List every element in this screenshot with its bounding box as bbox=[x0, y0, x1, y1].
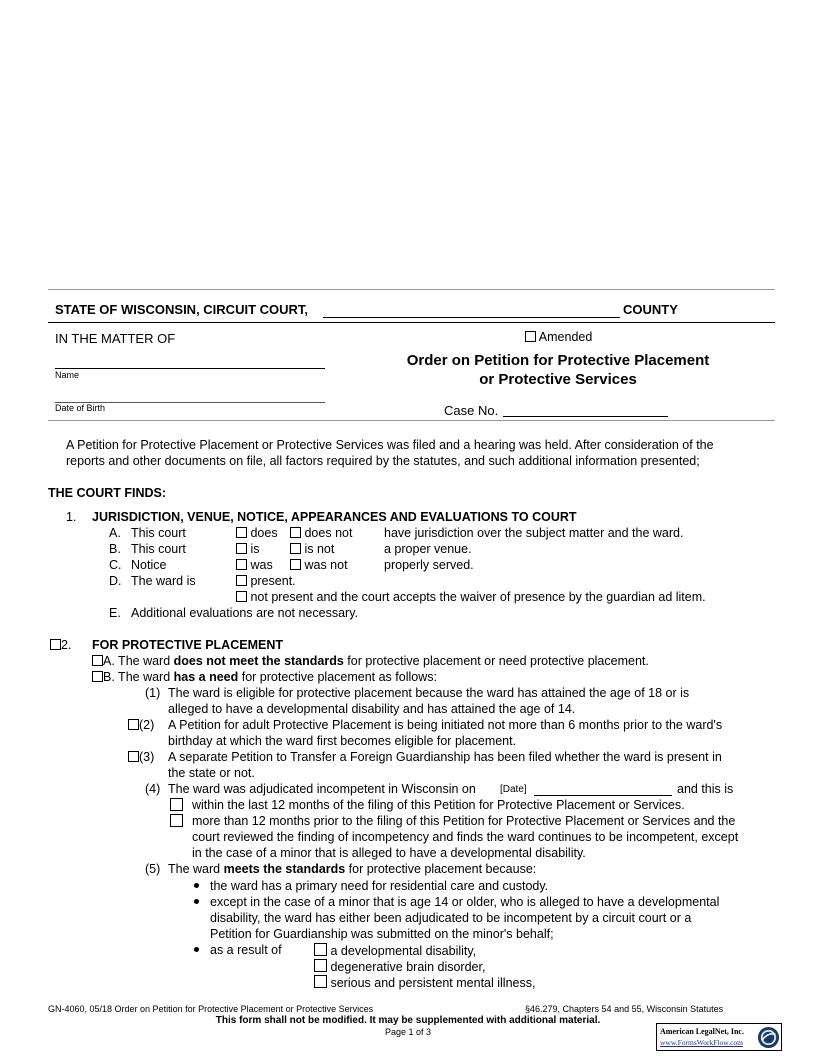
item4-opt1-text: within the last 12 months of the filing of this Petition for Protective Placement or Services. bbox=[192, 798, 685, 812]
county-blank[interactable] bbox=[323, 317, 620, 318]
state-line: STATE OF WISCONSIN, CIRCUIT COURT, bbox=[55, 302, 309, 317]
sec1-b-text: a proper venue. bbox=[384, 542, 472, 556]
sec1-title: JURISDICTION, VENUE, NOTICE, APPEARANCES AND EVALUATIONS TO COURT bbox=[92, 510, 577, 524]
amended-checkbox-row[interactable] bbox=[525, 330, 592, 344]
sec1-c-opt1[interactable]: was bbox=[236, 558, 273, 572]
footer-notice: This form shall not be modified. It may be supplemented with additional material. bbox=[215, 1015, 601, 1026]
sec1-d-letter: D. bbox=[109, 574, 122, 588]
item3-line1: A separate Petition to Transfer a Foreign Guardianship has been filed whether the ward is present in bbox=[168, 750, 722, 764]
sec1-c-label: Notice bbox=[131, 558, 167, 572]
checkbox[interactable] bbox=[128, 751, 139, 762]
sec1-c-opt2[interactable]: was not bbox=[290, 558, 348, 572]
globe-icon bbox=[757, 1026, 780, 1049]
form-title-line1: Order on Petition for Protective Placement bbox=[406, 352, 710, 369]
sec1-b-letter: B. bbox=[109, 542, 121, 556]
sec2-number: 2. bbox=[61, 638, 72, 652]
item4-opt2-line1: more than 12 months prior to the filing of this Petition for Protective Placement or Services and the bbox=[192, 814, 736, 828]
name-label: Name bbox=[55, 370, 80, 380]
sec1-c-letter: C. bbox=[109, 558, 122, 572]
item3-number[interactable]: (3) bbox=[128, 750, 154, 764]
top-rule bbox=[48, 289, 775, 290]
footer-form-id: GN-4060, 05/18 Order on Petition for Protective Placement or Protective Services bbox=[48, 1004, 374, 1014]
county-label: COUNTY bbox=[623, 302, 678, 317]
item4-opt2-line2: court reviewed the finding of incompetency and finds the ward continues to be incompetent, except bbox=[192, 830, 739, 844]
bullet2-line2: disability, the ward has either been adjudicated to be incompetent by a circuit court or a bbox=[210, 911, 692, 925]
checkbox[interactable] bbox=[314, 943, 327, 956]
checkbox[interactable] bbox=[236, 527, 247, 538]
cond1-row[interactable]: a developmental disability, bbox=[314, 943, 476, 958]
sec1-d-opt1[interactable]: present. bbox=[236, 574, 296, 588]
publisher-logo[interactable] bbox=[656, 1023, 782, 1051]
item4-post: and this is bbox=[677, 782, 734, 796]
checkbox[interactable] bbox=[236, 591, 247, 602]
item4-date-label: [Date] bbox=[500, 784, 527, 795]
sec2-b-row[interactable]: B. The ward has a need for protective placement as follows: bbox=[92, 670, 437, 684]
court-finds-heading: THE COURT FINDS: bbox=[48, 486, 167, 500]
sec1-e-text: Additional evaluations are not necessary. bbox=[131, 606, 358, 620]
sec2-title: FOR PROTECTIVE PLACEMENT bbox=[92, 638, 283, 652]
sec1-d-label: The ward is bbox=[131, 574, 196, 588]
footer-page: Page 1 of 3 bbox=[384, 1027, 432, 1037]
sec1-a-opt2[interactable]: does not bbox=[290, 526, 352, 540]
checkbox[interactable] bbox=[128, 719, 139, 730]
cond2-row[interactable]: degenerative brain disorder, bbox=[314, 959, 485, 974]
bullet2-line1: except in the case of a minor that is age 14 or older, who is alleged to have a developmental bbox=[210, 895, 720, 909]
case-no-label: Case No. bbox=[444, 403, 499, 418]
header-rule bbox=[48, 322, 775, 323]
checkbox[interactable] bbox=[290, 559, 301, 570]
sec2-heading[interactable] bbox=[50, 638, 71, 652]
amended-label: Amended bbox=[538, 330, 593, 344]
sec2-checkbox[interactable] bbox=[50, 639, 61, 650]
checkbox[interactable] bbox=[290, 543, 301, 554]
footer-statutes: §46.279, Chapters 54 and 55, Wisconsin Statutes bbox=[525, 1004, 724, 1014]
checkbox[interactable] bbox=[290, 527, 301, 538]
sec1-a-opt1[interactable]: does bbox=[236, 526, 278, 540]
form-title-line2: or Protective Services bbox=[479, 371, 637, 388]
checkbox[interactable] bbox=[236, 559, 247, 570]
bullet-icon bbox=[194, 899, 199, 904]
item1-line2: alleged to have a developmental disability and has attained the age of 14. bbox=[168, 702, 576, 716]
sec1-number: 1. bbox=[66, 510, 77, 524]
item4-pre: The ward was adjudicated incompetent in Wisconsin on bbox=[168, 782, 476, 796]
item4-date-blank[interactable] bbox=[534, 795, 672, 796]
dob-label: Date of Birth bbox=[55, 403, 106, 413]
header-bottom-rule bbox=[48, 420, 775, 421]
item1-line1: The ward is eligible for protective placement because the ward has attained the age of 18 or is bbox=[168, 686, 690, 700]
item2-line1: A Petition for adult Protective Placement is being initiated not more than 6 months prior to the ward's bbox=[168, 718, 723, 732]
item2-line2: birthday at which the ward first becomes eligible for placement. bbox=[168, 734, 517, 748]
logo-name: American LegalNet, Inc. bbox=[660, 1027, 744, 1036]
amended-checkbox[interactable] bbox=[525, 331, 536, 342]
sec1-a-text: have jurisdiction over the subject matter and the ward. bbox=[384, 526, 684, 540]
case-no-blank[interactable] bbox=[503, 416, 668, 417]
intro-line1: A Petition for Protective Placement or Protective Services was filed and a hearing was held. After consideration of the bbox=[66, 438, 714, 452]
item1-number: (1) bbox=[145, 686, 161, 700]
bullet3-text: as a result of bbox=[210, 943, 282, 957]
checkbox[interactable] bbox=[170, 798, 183, 811]
logo-url[interactable]: www.FormsWorkFlow.com bbox=[660, 1038, 744, 1047]
name-line[interactable] bbox=[55, 368, 325, 369]
sec1-d-opt2[interactable]: not present and the court accepts the waiver of presence by the guardian ad litem. bbox=[236, 590, 706, 604]
checkbox[interactable] bbox=[236, 543, 247, 554]
sec1-c-text: properly served. bbox=[384, 558, 474, 572]
checkbox[interactable] bbox=[236, 575, 247, 586]
item4-opt2-line3: in the case of a minor that is alleged to have a developmental disability. bbox=[192, 846, 586, 860]
sec1-a-letter: A. bbox=[109, 526, 121, 540]
item4-opt1[interactable] bbox=[170, 798, 183, 813]
in-matter-label: IN THE MATTER OF bbox=[55, 331, 176, 346]
bullet1-text: the ward has a primary need for residential care and custody. bbox=[210, 879, 549, 893]
bullet-icon bbox=[194, 947, 199, 952]
sec1-b-label: This court bbox=[131, 542, 186, 556]
sec1-b-opt2[interactable]: is not bbox=[290, 542, 334, 556]
checkbox[interactable] bbox=[314, 975, 327, 988]
checkbox[interactable] bbox=[314, 959, 327, 972]
cond3-row[interactable]: serious and persistent mental illness, bbox=[314, 975, 535, 990]
sec2-a-row[interactable]: A. The ward does not meet the standards for protective placement or need protective placement. bbox=[92, 654, 649, 668]
checkbox[interactable] bbox=[92, 671, 103, 682]
sec1-e-letter: E. bbox=[109, 606, 121, 620]
sec1-b-opt1[interactable]: is bbox=[236, 542, 260, 556]
item4-number: (4) bbox=[145, 782, 161, 796]
item2-number[interactable]: (2) bbox=[128, 718, 154, 732]
checkbox[interactable] bbox=[92, 655, 103, 666]
bullet2-line3: Petition for Guardianship was submitted on the minor's behalf; bbox=[210, 927, 554, 941]
item5-number: (5) bbox=[145, 862, 161, 876]
item5-text: The ward meets the standards for protective placement because: bbox=[168, 862, 537, 876]
checkbox[interactable] bbox=[170, 814, 183, 827]
item3-line2: the state or not. bbox=[168, 766, 255, 780]
item4-opt2[interactable] bbox=[170, 814, 183, 829]
bullet-icon bbox=[194, 883, 199, 888]
intro-line2: reports and other documents on file, all factors required by the statutes, and such additional information presented; bbox=[66, 454, 700, 468]
sec1-a-label: This court bbox=[131, 526, 186, 540]
